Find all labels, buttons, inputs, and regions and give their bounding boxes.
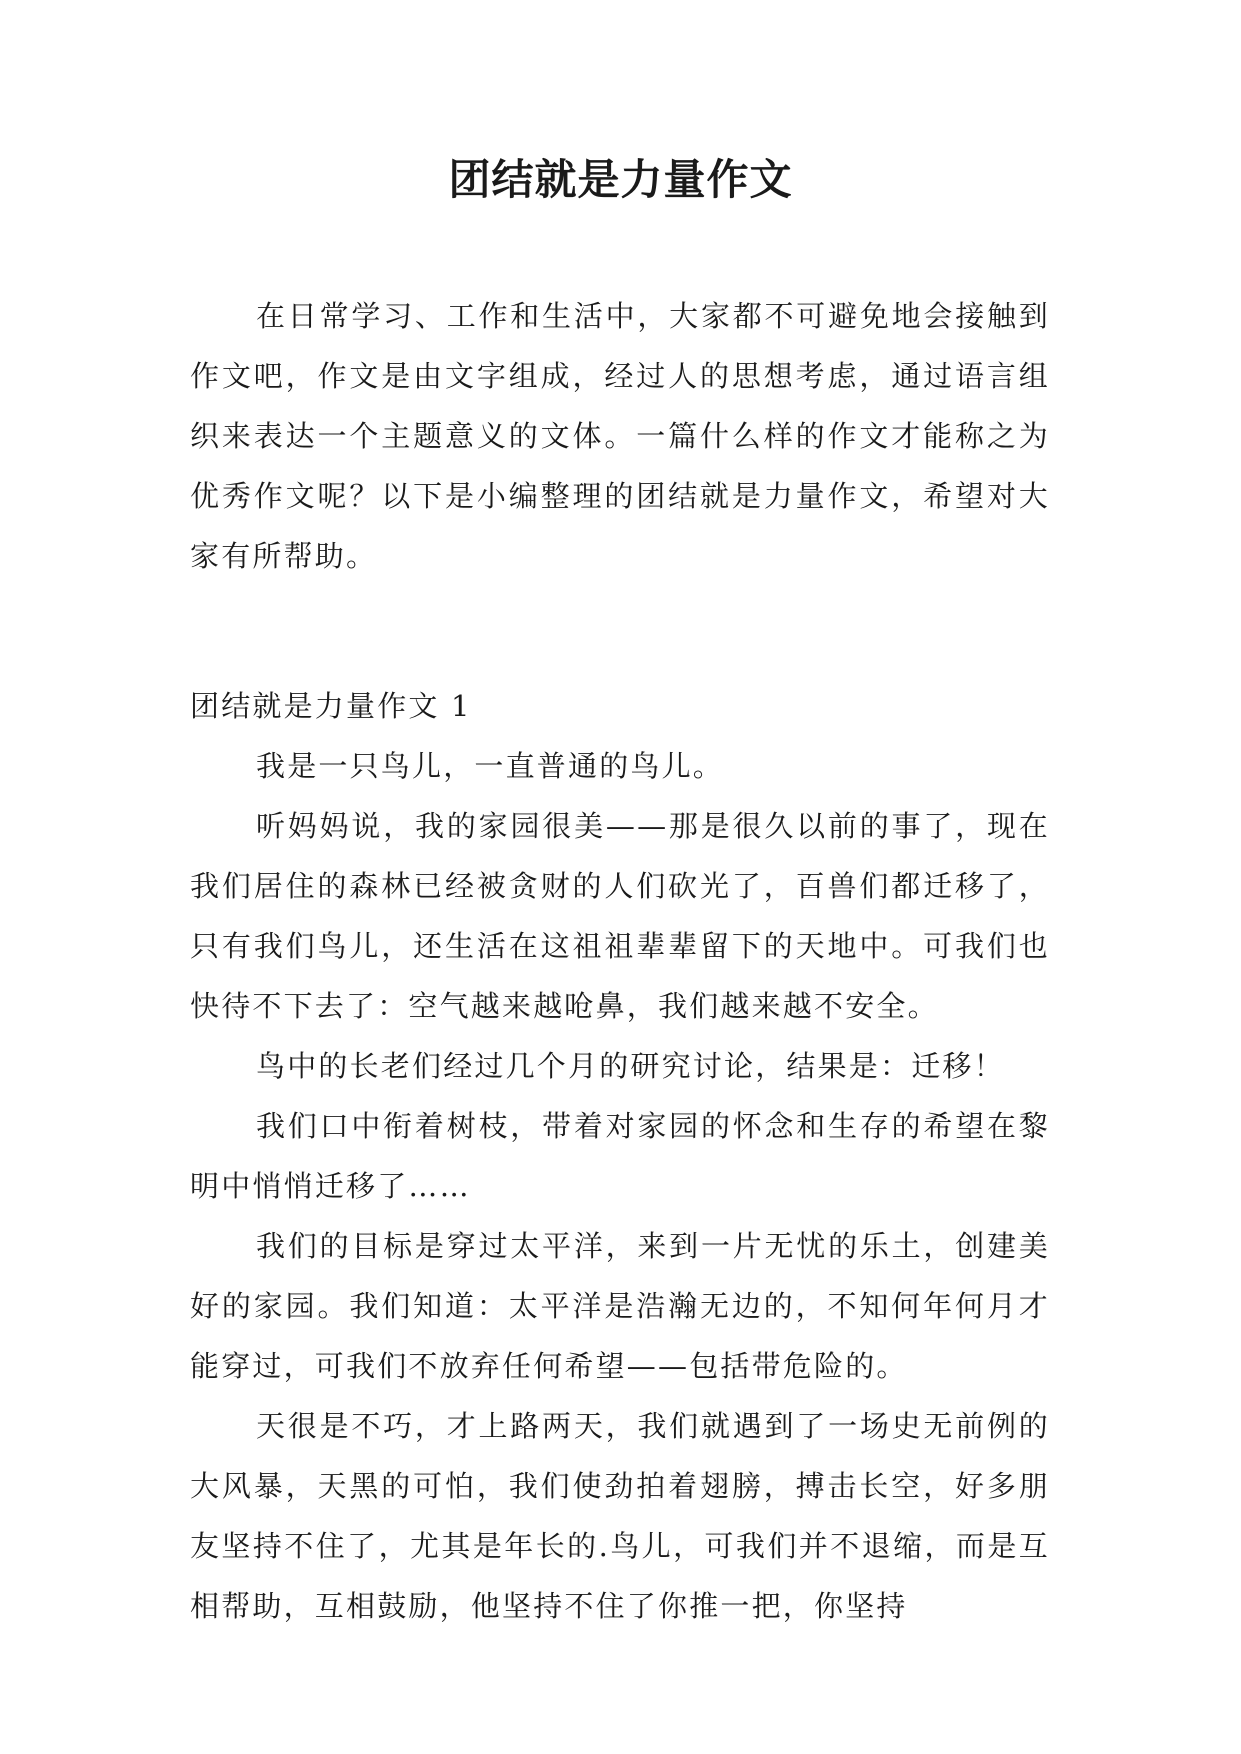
document-title: 团结就是力量作文 bbox=[448, 155, 793, 204]
body-paragraph: 我是一只鸟儿，一直普通的鸟儿。 bbox=[256, 749, 725, 783]
body-paragraph: 鸟中的长老们经过几个月的研究讨论，结果是：迁移！ bbox=[256, 1049, 1005, 1083]
body-paragraph: 我们口中衔着树枝，带着对家园的怀念和生存的希望在黎明中悄悄迁移了…… bbox=[190, 1109, 1050, 1203]
body-paragraph: 天很是不巧，才上路两天，我们就遇到了一场史无前例的大风暴，天黑的可怕，我们使劲拍着翅膀，搏击长空，好多朋友坚持不住了，尤其是年长的.鸟儿，可我们并不退缩，而是互相帮助，互相鼓励，他坚持不住了你推一把，你坚持 bbox=[190, 1409, 1050, 1623]
document-body bbox=[190, 286, 1050, 1636]
body-paragraph: 我们的目标是穿过太平洋，来到一片无忧的乐土，创建美好的家园。我们知道：太平洋是浩瀚无边的，不知何年何月才能穿过，可我们不放弃任何希望——包括带危险的。 bbox=[190, 1229, 1050, 1383]
intro-paragraph: 在日常学习、工作和生活中，大家都不可避免地会接触到作文吧，作文是由文字组成，经过人的思想考虑，通过语言组织来表达一个主题意义的文体。一篇什么样的作文才能称之为优秀作文呢？以下是小编整理的团结就是力量作文，希望对大家有所帮助。 bbox=[190, 299, 1050, 573]
body-paragraph: 听妈妈说，我的家园很美——那是很久以前的事了，现在我们居住的森林已经被贪财的人们砍光了，百兽们都迁移了，只有我们鸟儿，还生活在这祖祖辈辈留下的天地中。可我们也快待不下去了：空气越来越呛鼻，我们越来越不安全。 bbox=[190, 809, 1050, 1023]
section-heading: 团结就是力量作文 1 bbox=[190, 689, 472, 723]
section-gap bbox=[190, 586, 1050, 676]
